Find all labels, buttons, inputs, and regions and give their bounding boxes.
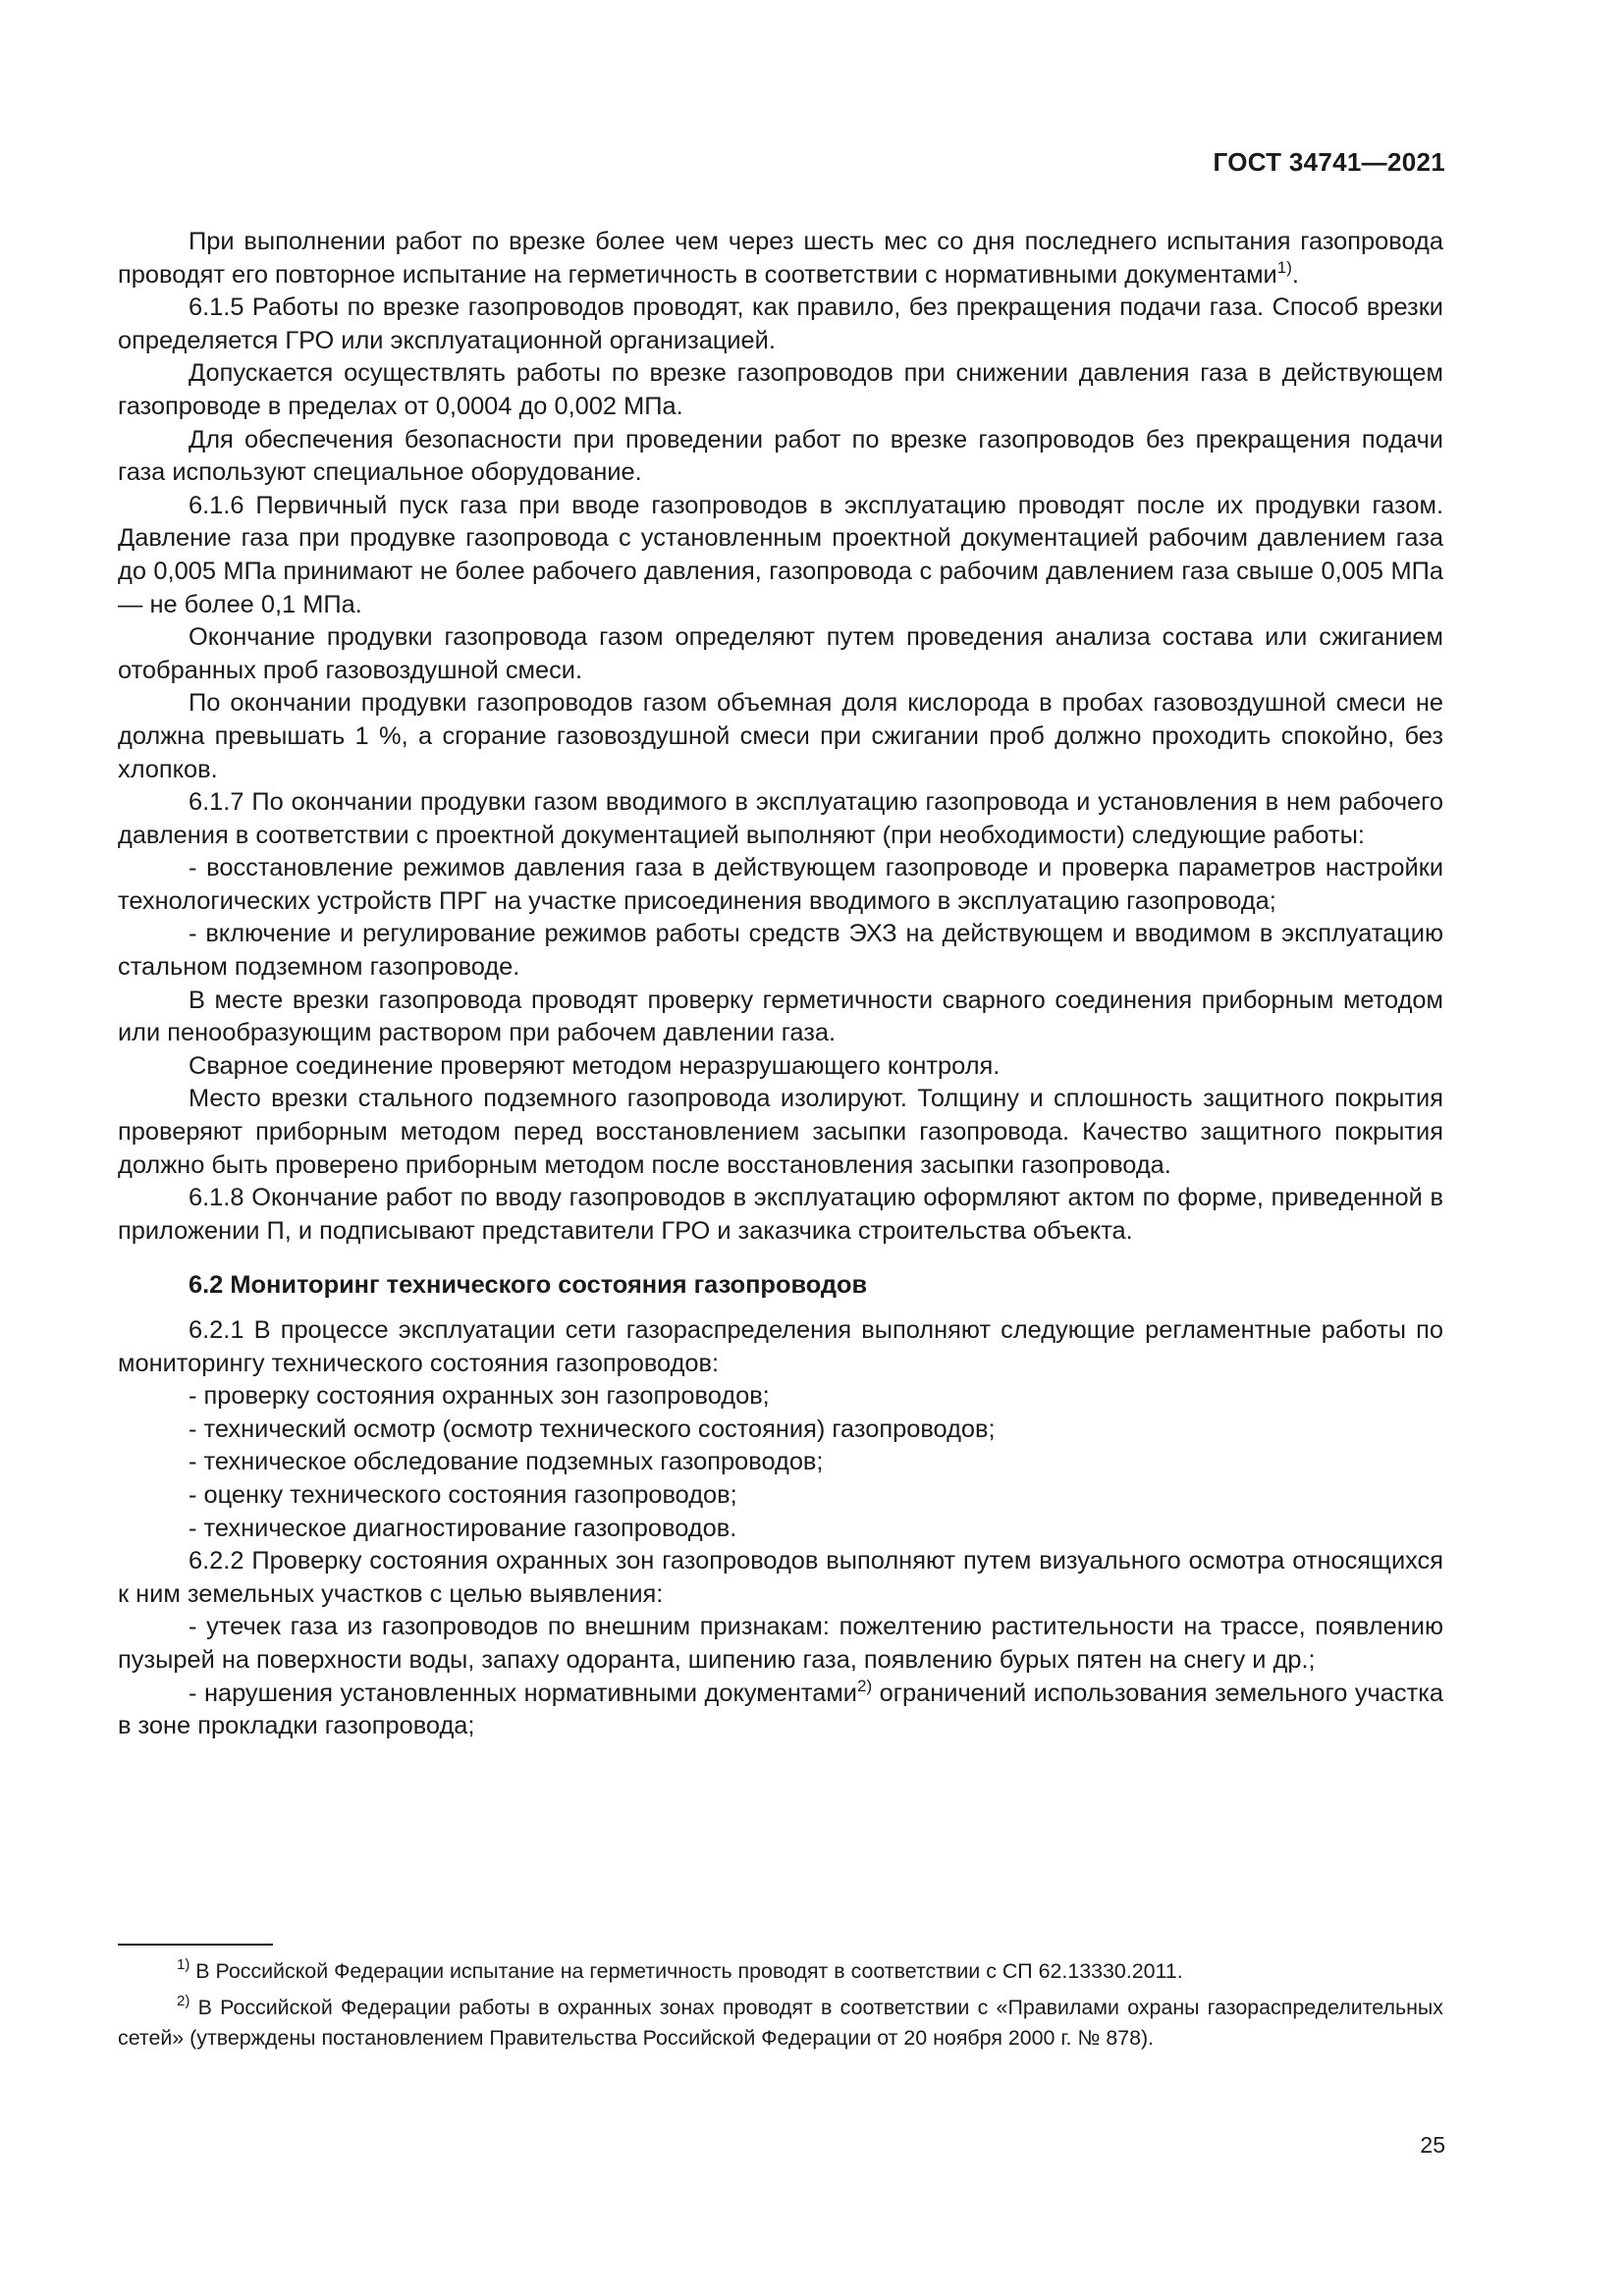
paragraph: 6.1.5 Работы по врезке газопроводов проводят, как правило, без прекращения подачи газа. Способ врезки определяется ГРО или эксплуатационной организацией.	[118, 294, 1443, 354]
footnote-ref[interactable]: 1)	[1276, 257, 1292, 277]
paragraph: Для обеспечения безопасности при проведении работ по врезке газопроводов без прекращения подачи газа используют специальное оборудование.	[118, 425, 1443, 487]
list-item: - нарушения установленных нормативными документами$^{2)}$ ограничений использования земельного участка в зоне прокладки газопровода;	[118, 1676, 1443, 1740]
list-item: - восстановление режимов давления газа в действующем газопроводе и проверка параметров настройки технологических устройств ПРГ на участке присоединения вводимого в эксплуатацию газопровода;	[118, 854, 1443, 915]
list-item: - техническое диагностирование газопроводов.	[189, 1514, 737, 1542]
footnotes	[118, 1956, 1443, 2059]
list-item: - технический осмотр (осмотр технического состояния) газопроводов;	[189, 1415, 996, 1443]
list-item: - техническое обследование подземных газопроводов;	[189, 1448, 824, 1476]
list-item: - проверку состояния охранных зон газопроводов;	[189, 1382, 770, 1411]
paragraph: По окончании продувки газопроводов газом объемная доля кислорода в пробах газовоздушной смеси не должна превышать 1 %, а сгорание газовоздушной смеси при сжигании проб должно проходить спокойно, без хлопков.	[118, 689, 1443, 783]
paragraph: 6.1.8 Окончание работ по вводу газопроводов в эксплуатацию оформляют актом по форме, приведенной в приложении П, и подписывают представители ГРО и заказчика строительства объекта.	[118, 1184, 1443, 1245]
paragraph: Сварное соединение проверяют методом неразрушающего контроля.	[189, 1051, 1001, 1080]
footnote-separator	[118, 1944, 273, 1946]
footnote: $^{2)}$ В Российской Федерации работы в охранных зонах проводят в соответствии с «Правилами охраны газораспределительных сетей» (утверждены постановлением Правительства Российской Федерации от 20 ноября 2000 г. № 878).	[118, 1993, 1443, 2050]
document-header: ГОСТ 34741—2021	[1213, 147, 1445, 177]
list-item: - оценку технического состояния газопроводов;	[189, 1480, 737, 1509]
section-heading: 6.2 Мониторинг технического состояния газопроводов	[189, 1271, 868, 1300]
paragraph: 6.1.6 Первичный пуск газа при вводе газопроводов в эксплуатацию проводят после их продувки газом. Давление газа при продувке газопровода с установленным проектной документацией рабочим давлением газа до 0,005 МПа принимают не более рабочего давления, газопровода с рабочим давлением газа свыше 0,005 МПа — не более 0,1 МПа.	[118, 491, 1443, 618]
page-number: 25	[1420, 2132, 1445, 2158]
paragraph: При выполнении работ по врезке более чем через шесть мес со дня последнего испытания газопровода проводят его повторное испытание на герметичность в соответствии с нормативными документами$^{1)}$.	[118, 228, 1443, 289]
footnote: $^{1)}$ В Российской Федерации испытание на герметичность проводят в соответствии с СП 62.13330.2011.	[177, 1956, 1183, 1983]
footnote-marker: 1)	[177, 1956, 190, 1973]
footnote-marker: 2)	[177, 1993, 190, 2009]
paragraph: Окончание продувки газопровода газом определяют путем проведения анализа состава или сжиганием отобранных проб газовоздушной смеси.	[118, 623, 1443, 684]
paragraph: 6.2.2 Проверку состояния охранных зон газопроводов выполняют путем визуального осмотра относящихся к ним земельных участков с целью выявления:	[118, 1547, 1443, 1608]
paragraph: 6.2.1 В процессе эксплуатации сети газораспределения выполняют следующие регламентные работы по мониторингу технического состояния газопроводов:	[118, 1316, 1443, 1377]
main-text	[118, 226, 1443, 1743]
list-item: - включение и регулирование режимов работы средств ЭХЗ на действующем и вводимом в эксплуатацию стальном подземном газопроводе.	[118, 920, 1443, 982]
list-item: - утечек газа из газопроводов по внешним признакам: пожелтению растительности на трассе, появлению пузырей на поверхности воды, запаху одоранта, шипению газа, появлению бурых пятен на снегу и др.;	[118, 1613, 1443, 1674]
paragraph: Место врезки стального подземного газопровода изолируют. Толщину и сплошность защитного покрытия проверяют приборным методом перед восстановлением засыпки газопровода. Качество защитного покрытия должно быть проверено приборным методом после восстановления засыпки газопровода.	[118, 1085, 1443, 1179]
paragraph: 6.1.7 По окончании продувки газом вводимого в эксплуатацию газопровода и установления в нем рабочего давления в соответствии с проектной документацией выполняют (при необходимости) следующие работы:	[118, 788, 1443, 849]
paragraph: Допускается осуществлять работы по врезке газопроводов при снижении давления газа в действующем газопроводе в пределах от 0,0004 до 0,002 МПа.	[118, 359, 1443, 420]
footnote-ref[interactable]: 2)	[857, 1676, 873, 1695]
paragraph: В месте врезки газопровода проводят проверку герметичности сварного соединения приборным методом или пенообразующим раствором при рабочем давлении газа.	[118, 986, 1443, 1047]
